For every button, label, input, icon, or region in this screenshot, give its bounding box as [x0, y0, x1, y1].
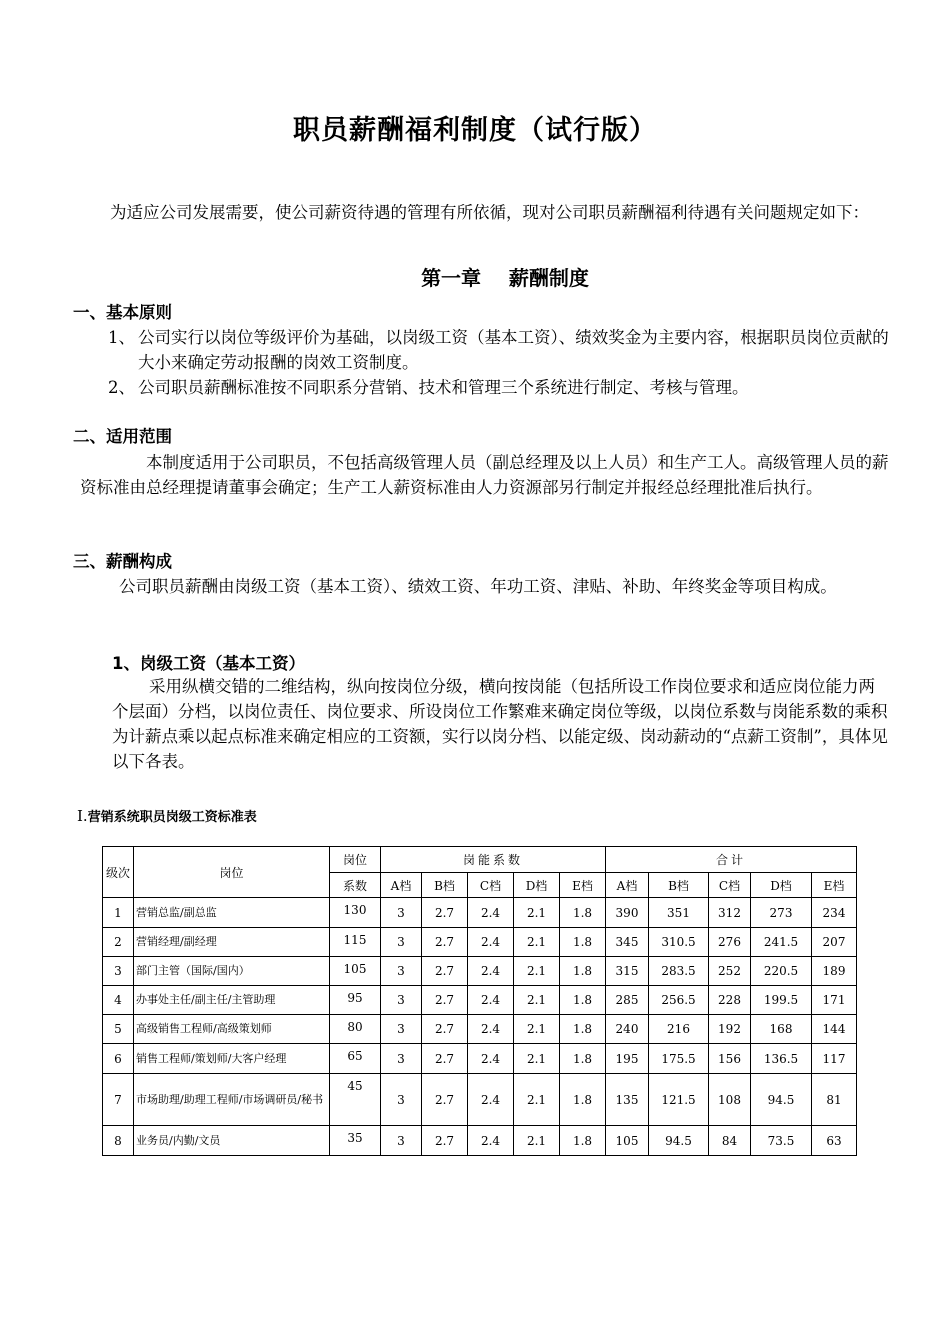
cell-level: 5	[103, 1015, 134, 1044]
cell-total: 108	[709, 1074, 751, 1126]
cell-ability: 1.8	[560, 1044, 606, 1074]
cell-position: 办事处主任/副主任/主管助理	[134, 986, 330, 1015]
header-grade: A档	[606, 873, 649, 898]
cell-ability: 2.1	[514, 1126, 560, 1156]
cell-total: 276	[709, 928, 751, 957]
item-text: 公司实行以岗位等级评价为基础，以岗级工资（基本工资）、绩效奖金为主要内容，根据职员岗位贡献的大小来确定劳动报酬的岗效工资制度。	[138, 328, 889, 372]
cell-ability: 2.7	[422, 1074, 468, 1126]
cell-ability: 2.1	[514, 1015, 560, 1044]
cell-ability: 2.7	[422, 986, 468, 1015]
cell-total: 234	[812, 898, 857, 928]
table-row	[103, 1044, 857, 1074]
cell-level: 8	[103, 1126, 134, 1156]
cell-total: 199.5	[751, 986, 812, 1015]
cell-total: 136.5	[751, 1044, 812, 1074]
cell-ability: 2.4	[468, 928, 514, 957]
header-coef-bottom: 系数	[330, 873, 381, 898]
cell-ability: 1.8	[560, 1126, 606, 1156]
table-row	[103, 1074, 857, 1126]
header-ability: 岗能系数	[381, 847, 606, 873]
table-row	[103, 1126, 857, 1156]
item-text: 公司职员薪酬标准按不同职系分营销、技术和管理三个系统进行制定、考核与管理。	[138, 378, 749, 397]
cell-ability: 2.7	[422, 1044, 468, 1074]
cell-ability: 2.1	[514, 957, 560, 986]
cell-total: 94.5	[649, 1126, 709, 1156]
table-row	[103, 898, 857, 928]
cell-ability: 2.4	[468, 957, 514, 986]
cell-ability: 1.8	[560, 957, 606, 986]
cell-level: 3	[103, 957, 134, 986]
cell-position: 营销经理/副经理	[134, 928, 330, 957]
cell-total: 189	[812, 957, 857, 986]
header-grade: B档	[649, 873, 709, 898]
chapter-title: 薪酬制度	[508, 266, 589, 290]
chapter-label: 第一章	[421, 266, 482, 290]
principle-item	[108, 325, 890, 375]
cell-position: 业务员/内勤/文员	[134, 1126, 330, 1156]
cell-total: 310.5	[649, 928, 709, 957]
cell-total: 351	[649, 898, 709, 928]
header-level: 级次	[103, 847, 134, 898]
cell-ability: 2.4	[468, 1015, 514, 1044]
cell-total: 285	[606, 986, 649, 1015]
cell-total: 175.5	[649, 1044, 709, 1074]
cell-coefficient: 95	[330, 986, 381, 1015]
cell-ability: 1.8	[560, 1015, 606, 1044]
subsection-heading-base-wage: 1、岗级工资（基本工资）	[112, 654, 305, 673]
header-grade: E档	[812, 873, 857, 898]
cell-level: 2	[103, 928, 134, 957]
cell-total: 345	[606, 928, 649, 957]
cell-ability: 3	[381, 1044, 422, 1074]
caption-text: 营销系统职员岗级工资标准表	[87, 810, 257, 825]
cell-ability: 2.1	[514, 1074, 560, 1126]
item-number: 1、	[108, 328, 135, 347]
cell-position: 营销总监/副总监	[134, 898, 330, 928]
cell-level: 1	[103, 898, 134, 928]
cell-ability: 1.8	[560, 898, 606, 928]
cell-ability: 2.1	[514, 898, 560, 928]
cell-ability: 3	[381, 928, 422, 957]
header-grade: D档	[751, 873, 812, 898]
base-wage-paragraph: 采用纵横交错的二维结构，纵向按岗位分级，横向按岗能（包括所设工作岗位要求和适应岗位能力两个层面）分档，以岗位责任、岗位要求、所设岗位工作繁难来确定岗位等级，以岗位系数与岗能系数的乘积为计薪点乘以起点标准来确定相应的工资额，实行以岗分档、以能定级、岗动薪动的“点薪工资制”，具体见以下各表。	[112, 677, 888, 771]
header-position: 岗位	[134, 847, 330, 898]
cell-total: 105	[606, 1126, 649, 1156]
cell-ability: 3	[381, 898, 422, 928]
cell-total: 117	[812, 1044, 857, 1074]
cell-ability: 2.7	[422, 898, 468, 928]
cell-total: 192	[709, 1015, 751, 1044]
header-grade: C档	[709, 873, 751, 898]
cell-ability: 2.7	[422, 957, 468, 986]
header-grade: A档	[381, 873, 422, 898]
cell-total: 241.5	[751, 928, 812, 957]
header-grade: D档	[514, 873, 560, 898]
table-row	[103, 1015, 857, 1044]
cell-coefficient: 35	[330, 1126, 381, 1156]
cell-ability: 2.4	[468, 1126, 514, 1156]
caption-roman: Ⅰ.	[77, 807, 88, 825]
cell-total: 135	[606, 1074, 649, 1126]
cell-ability: 2.4	[468, 1074, 514, 1126]
cell-total: 121.5	[649, 1074, 709, 1126]
cell-total: 228	[709, 986, 751, 1015]
cell-ability: 2.1	[514, 928, 560, 957]
cell-total: 207	[812, 928, 857, 957]
table-header-row	[103, 847, 857, 873]
cell-total: 156	[709, 1044, 751, 1074]
cell-total: 283.5	[649, 957, 709, 986]
cell-coefficient: 65	[330, 1044, 381, 1074]
cell-position: 市场助理/助理工程师/市场调研员/秘书	[134, 1074, 330, 1126]
cell-total: 63	[812, 1126, 857, 1156]
table-row	[103, 928, 857, 957]
section-heading-principles: 一、基本原则	[73, 303, 172, 322]
composition-paragraph: 公司职员薪酬由岗级工资（基本工资）、绩效工资、年功工资、津贴、补助、年终奖金等项目构成。	[119, 577, 837, 596]
cell-total: 84	[709, 1126, 751, 1156]
principle-item	[108, 375, 890, 400]
header-grade: B档	[422, 873, 468, 898]
cell-level: 6	[103, 1044, 134, 1074]
cell-total: 144	[812, 1015, 857, 1044]
header-grade: C档	[468, 873, 514, 898]
cell-total: 273	[751, 898, 812, 928]
cell-total: 312	[709, 898, 751, 928]
cell-total: 220.5	[751, 957, 812, 986]
cell-total: 256.5	[649, 986, 709, 1015]
cell-total: 216	[649, 1015, 709, 1044]
table-row	[103, 957, 857, 986]
cell-ability: 1.8	[560, 986, 606, 1015]
cell-ability: 2.4	[468, 986, 514, 1015]
header-total: 合计	[606, 847, 857, 873]
cell-total: 195	[606, 1044, 649, 1074]
page-title: 职员薪酬福利制度（试行版）	[293, 115, 657, 146]
cell-ability: 2.7	[422, 1015, 468, 1044]
table-caption	[77, 806, 257, 825]
salary-table	[102, 846, 857, 1156]
header-coef-top: 岗位	[330, 847, 381, 873]
cell-coefficient: 130	[330, 898, 381, 928]
cell-ability: 2.1	[514, 1044, 560, 1074]
cell-position: 销售工程师/策划师/大客户经理	[134, 1044, 330, 1074]
cell-ability: 2.7	[422, 1126, 468, 1156]
cell-total: 252	[709, 957, 751, 986]
cell-coefficient: 115	[330, 928, 381, 957]
table-row	[103, 986, 857, 1015]
section-heading-composition: 三、薪酬构成	[73, 552, 172, 571]
cell-level: 4	[103, 986, 134, 1015]
cell-ability: 3	[381, 1126, 422, 1156]
chapter-heading	[0, 262, 950, 291]
cell-total: 94.5	[751, 1074, 812, 1126]
cell-ability: 2.1	[514, 986, 560, 1015]
cell-ability: 3	[381, 1074, 422, 1126]
cell-ability: 2.7	[422, 928, 468, 957]
cell-ability: 3	[381, 986, 422, 1015]
item-number: 2、	[108, 378, 135, 397]
cell-ability: 3	[381, 1015, 422, 1044]
cell-ability: 2.4	[468, 898, 514, 928]
section-heading-scope: 二、适用范围	[73, 427, 172, 446]
cell-total: 240	[606, 1015, 649, 1044]
cell-total: 390	[606, 898, 649, 928]
cell-ability: 1.8	[560, 1074, 606, 1126]
cell-position: 部门主管（国际/国内）	[134, 957, 330, 986]
cell-level: 7	[103, 1074, 134, 1126]
scope-paragraph: 本制度适用于公司职员，不包括高级管理人员（副总经理及以上人员）和生产工人。高级管理人员的薪资标准由总经理提请董事会确定；生产工人薪资标准由人力资源部另行制定并报经总经理批准后执行。	[80, 453, 889, 497]
cell-ability: 1.8	[560, 928, 606, 957]
cell-ability: 3	[381, 957, 422, 986]
cell-total: 168	[751, 1015, 812, 1044]
header-grade: E档	[560, 873, 606, 898]
cell-position: 高级销售工程师/高级策划师	[134, 1015, 330, 1044]
cell-total: 73.5	[751, 1126, 812, 1156]
cell-ability: 2.4	[468, 1044, 514, 1074]
cell-total: 315	[606, 957, 649, 986]
cell-coefficient: 80	[330, 1015, 381, 1044]
cell-total: 171	[812, 986, 857, 1015]
intro-paragraph: 为适应公司发展需要，使公司薪资待遇的管理有所依循，现对公司职员薪酬福利待遇有关问题规定如下：	[110, 203, 869, 222]
cell-coefficient: 105	[330, 957, 381, 986]
cell-coefficient: 45	[330, 1074, 381, 1126]
cell-total: 81	[812, 1074, 857, 1126]
